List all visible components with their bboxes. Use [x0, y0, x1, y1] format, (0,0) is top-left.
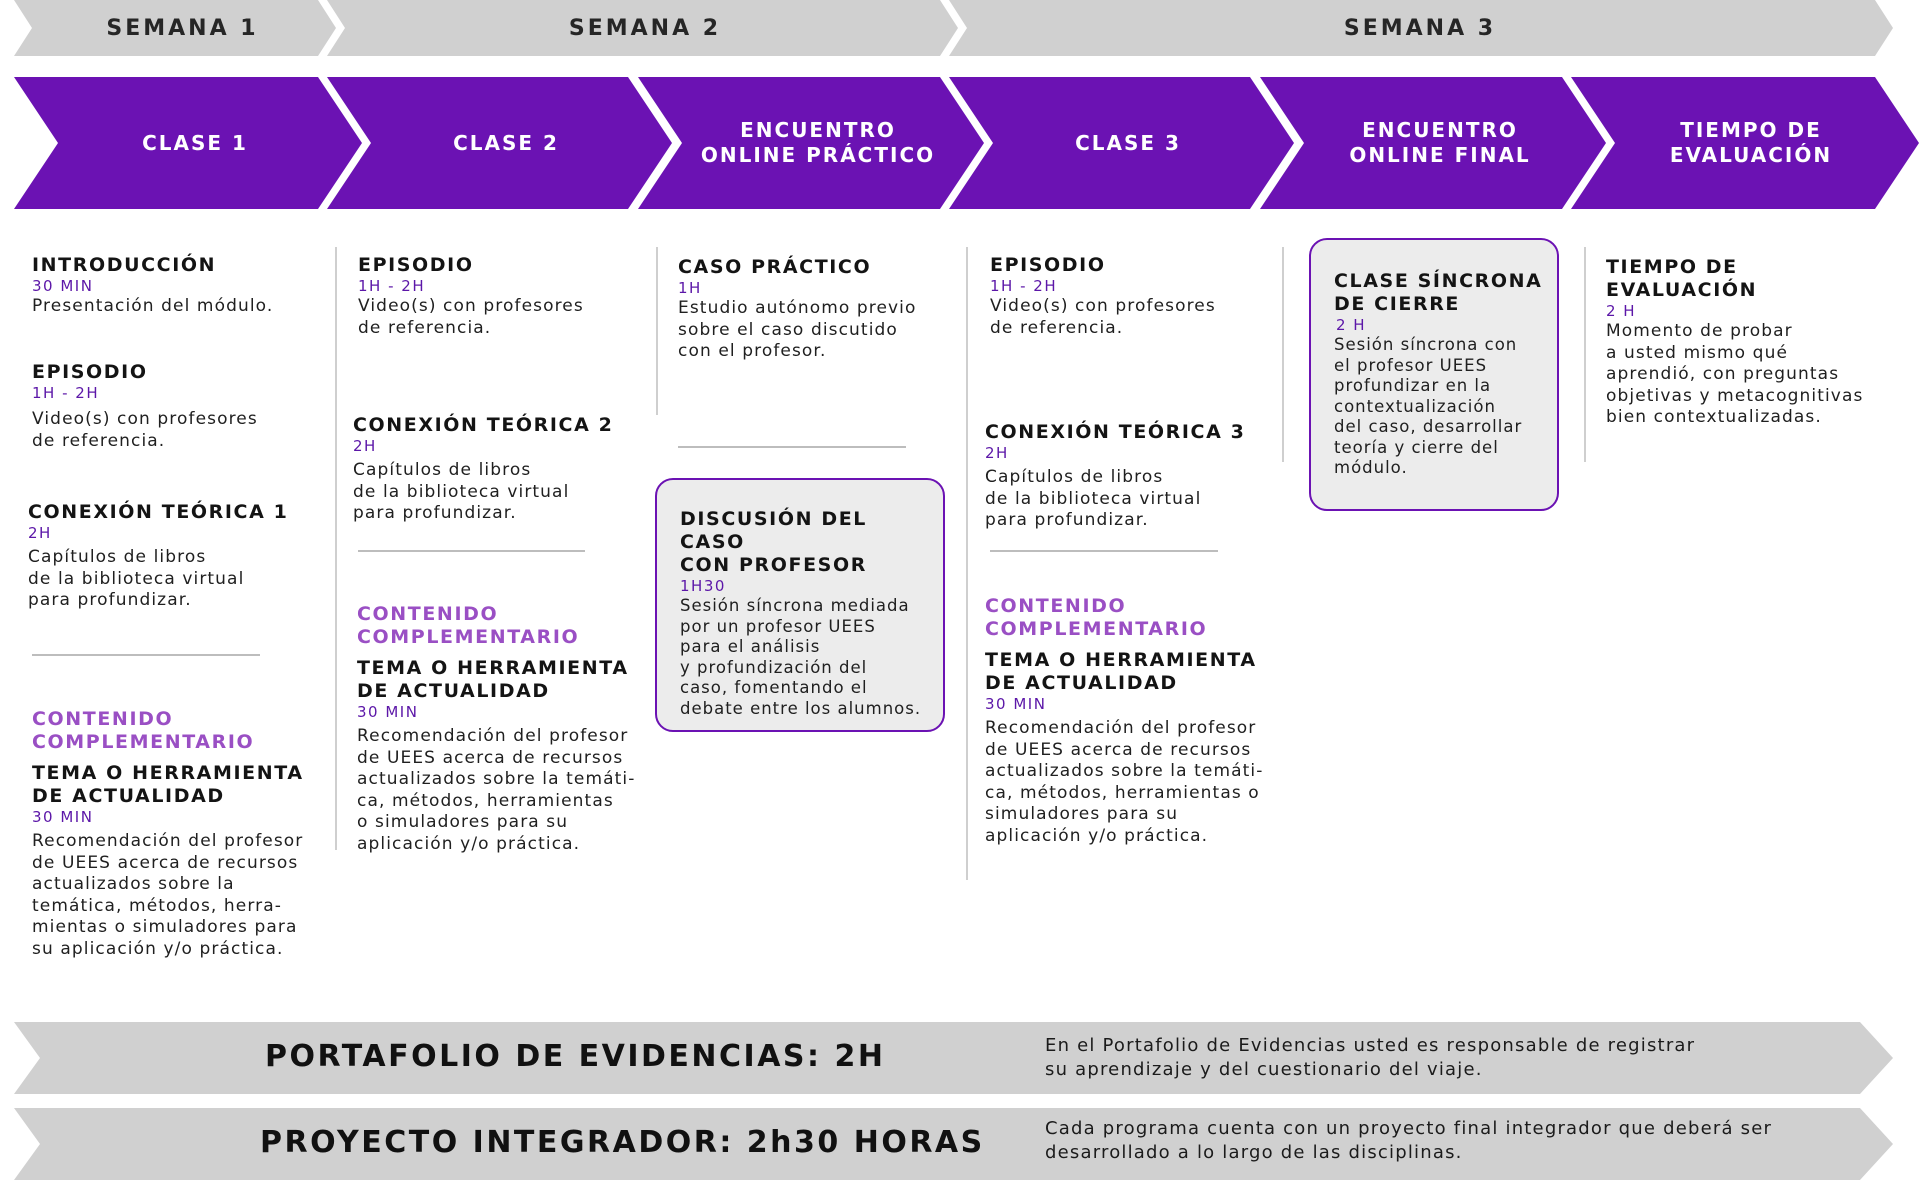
- col1-complementario-label: CONTENIDO COMPLEMENTARIO: [32, 708, 255, 753]
- col2-complementario-duration: 30 MIN: [357, 703, 419, 721]
- col1-episodio-duration: 1H - 2H: [32, 384, 100, 402]
- col1-conexion-duration: 2H: [28, 524, 52, 542]
- col1-conexion: [28, 501, 328, 612]
- col2-episodio-text: Video(s) con profesores de referencia.: [358, 296, 584, 338]
- col4-conexion: [985, 421, 1285, 532]
- col4-complementario: [985, 595, 1285, 847]
- col6-evaluacion-title: TIEMPO DE EVALUACIÓN: [1606, 256, 1758, 301]
- col3-caso-text: Estudio autónomo previo sobre el caso discutido con el profesor.: [678, 298, 917, 361]
- col3-caso-duration: 1H: [678, 279, 702, 297]
- col4-episodio-duration: 1H - 2H: [990, 277, 1058, 295]
- stage-6-label: TIEMPO DE EVALUACIÓN: [1669, 118, 1833, 167]
- col4-complementario-label: CONTENIDO COMPLEMENTARIO: [985, 595, 1208, 640]
- col3-discusion-text: Sesión síncrona mediada por un profesor UEES para el análisis y profundización del caso, fomentando el debate entre los alumnos.: [680, 596, 922, 718]
- col2-episodio-duration: 1H - 2H: [358, 277, 426, 295]
- col4-complementario-duration: 30 MIN: [985, 695, 1047, 713]
- col1-intro-title: INTRODUCCIÓN: [32, 254, 217, 276]
- stage-5-label: ENCUENTRO ONLINE FINAL: [1349, 118, 1531, 167]
- week-1-label: SEMANA 1: [106, 15, 259, 41]
- col4-episodio: [990, 254, 1280, 339]
- portafolio-title: PORTAFOLIO DE EVIDENCIAS: 2H: [265, 1039, 886, 1074]
- col4-conexion-text: Capítulos de libros de la biblioteca virtual para profundizar.: [985, 467, 1202, 530]
- col1-episodio: [32, 361, 322, 452]
- col2-episodio: [358, 254, 648, 339]
- proyecto-title: PROYECTO INTEGRADOR: 2h30 HORAS: [260, 1125, 985, 1160]
- stage-3-label: ENCUENTRO ONLINE PRÁCTICO: [700, 118, 936, 167]
- col4-complementario-text: Recomendación del profesor de UEES acerca de recursos actualizados sobre la temáti- ca, métodos, herramientas o simuladores para su aplicación y/o práctica.: [985, 718, 1264, 846]
- week-2-label: SEMANA 2: [568, 15, 722, 41]
- proyecto-text: Cada programa cuenta con un proyecto final integrador que deberá ser desarrollado a lo largo de las disciplinas.: [1045, 1118, 1773, 1163]
- col5-cierre-duration: 2 H: [1336, 316, 1367, 334]
- stage-2-label: CLASE 2: [453, 130, 559, 155]
- portafolio-text: En el Portafolio de Evidencias usted es responsable de registrar su aprendizaje y del cuestionario del viaje.: [1045, 1035, 1696, 1080]
- col2-episodio-title: EPISODIO: [358, 254, 474, 276]
- col1-conexion-title: CONEXIÓN TEÓRICA 1: [28, 501, 289, 523]
- col2-conexion-duration: 2H: [353, 437, 377, 455]
- col3-caso: [678, 256, 968, 363]
- col1-conexion-text: Capítulos de libros de la biblioteca virtual para profundizar.: [28, 547, 245, 610]
- col4-complementario-title: TEMA O HERRAMIENTA DE ACTUALIDAD: [985, 649, 1257, 694]
- col5-cierre-title: CLASE SÍNCRONA DE CIERRE: [1334, 270, 1543, 315]
- col2-conexion: [353, 414, 653, 525]
- col2-complementario-title: TEMA O HERRAMIENTA DE ACTUALIDAD: [357, 657, 629, 702]
- col4-episodio-text: Video(s) con profesores de referencia.: [990, 296, 1216, 338]
- col3-discusion: [680, 508, 935, 719]
- col1-episodio-text: Video(s) con profesores de referencia.: [32, 409, 258, 451]
- col1-episodio-title: EPISODIO: [32, 361, 148, 383]
- col2-complementario-text: Recomendación del profesor de UEES acerca de recursos actualizados sobre la temáti- ca, métodos, herramientas o simuladores para su aplicación y/o práctica.: [357, 726, 636, 854]
- col6-evaluacion-duration: 2 H: [1606, 302, 1637, 320]
- col4-conexion-duration: 2H: [985, 444, 1009, 462]
- col5-cierre: [1334, 270, 1549, 479]
- col3-discusion-duration: 1H30: [680, 577, 726, 595]
- col6-evaluacion-text: Momento de probar a usted mismo qué aprendió, con preguntas objetivas y metacognitivas bien contextualizadas.: [1606, 321, 1864, 427]
- col1-complementario: [32, 708, 332, 960]
- week-3-label: SEMANA 3: [1343, 15, 1497, 41]
- col1-intro: [32, 254, 322, 318]
- col2-complementario: [357, 603, 657, 855]
- col6-evaluacion: [1606, 256, 1906, 429]
- col1-complementario-duration: 30 MIN: [32, 808, 94, 826]
- col2-conexion-text: Capítulos de libros de la biblioteca virtual para profundizar.: [353, 460, 570, 523]
- col4-conexion-title: CONEXIÓN TEÓRICA 3: [985, 421, 1246, 443]
- col1-intro-duration: 30 MIN: [32, 277, 94, 295]
- col2-complementario-label: CONTENIDO COMPLEMENTARIO: [357, 603, 580, 648]
- col3-caso-title: CASO PRÁCTICO: [678, 256, 872, 278]
- col1-complementario-text: Recomendación del profesor de UEES acerca de recursos actualizados sobre la temática, métodos, herra- mientas o simuladores para su aplicación y/o práctica.: [32, 831, 304, 959]
- stage-1-label: CLASE 1: [142, 130, 248, 155]
- stage-4-label: CLASE 3: [1075, 130, 1181, 155]
- col3-discusion-title: DISCUSIÓN DEL CASO CON PROFESOR: [680, 508, 867, 576]
- col5-cierre-text: Sesión síncrona con el profesor UEES profundizar en la contextualización del caso, desarrollar teoría y cierre del módulo.: [1334, 335, 1523, 477]
- col2-conexion-title: CONEXIÓN TEÓRICA 2: [353, 414, 614, 436]
- col4-episodio-title: EPISODIO: [990, 254, 1106, 276]
- col1-complementario-title: TEMA O HERRAMIENTA DE ACTUALIDAD: [32, 762, 304, 807]
- col1-intro-text: Presentación del módulo.: [32, 296, 274, 316]
